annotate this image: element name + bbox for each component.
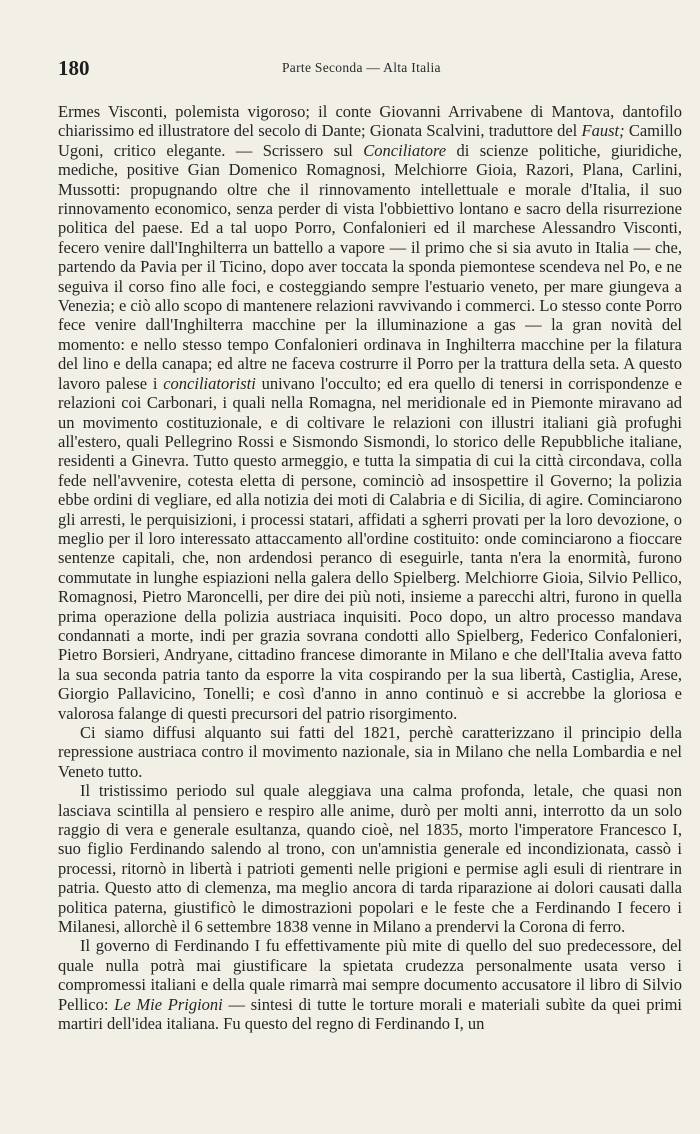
body-text xyxy=(58,102,682,1034)
text-run: Il governo di Ferdinando I fu effettivamente più mite di quello del suo predecessore, del quale nulla potrà mai giustificare la spietata crudezza personalmente usata verso i compromessi italiani e della quale rimarrà mai sempre documento accusatore il libro di Silvio Pellico: xyxy=(58,936,682,1014)
paragraph xyxy=(58,723,682,781)
text-run: Camillo Ugoni, critico elegante. — Scrissero sul xyxy=(58,121,682,160)
italic-run: conciliatoristi xyxy=(163,373,256,393)
page-header xyxy=(58,56,648,80)
text-run: di scienze politiche, giuridiche, mediche, positive Gian Domenico Romagnosi, Melchiorre Gioia, Razori, Plana, Carlini, Mussotti: propugnando oltre che il rinnovamento intellettuale e morale d'Italia, il suo rinnovamento economico, senza perder di vista l'obbiettivo lontano e sacro della risurrezione politica del paese. Ed a tal uopo Porro, Confalonieri ed il marchese Alessandro Visconti, fecero venire dall'Inghilterra un battello a vapore — il primo che si sia avuto in Italia — che, partendo da Pavia per il Ticino, dopo aver toccata la sponda piemontese scendeva nel Po, e ne seguiva il corso fino alle foci, e costeggiando sempre l'estuario veneto, per mare giungeva a Venezia; e ciò allo scopo di mantenere relazioni ravvivando i commerci. Lo stesso conte Porro fece venire dall'Inghilterra macchine per la illuminazione a gas — la gran novità del momento: e nello stesso tempo Confalonieri ordinava in Inghilterra macchine per la filatura del lino e della canapa; ed altre ne faceva costrurre il Porro per la trattura della seta. A questo lavoro palese i xyxy=(58,140,682,393)
text-run: Il tristissimo periodo sul quale aleggiava una calma profonda, letale, che quasi non lasciava scintilla al pensiero e respiro alle anime, durò per molti anni, interrotto da un solo raggio di vera e generale esultanza, quando cioè, nel 1835, morto l'imperatore Francesco I, suo figlio Ferdinando salendo al trono, con un'amnistia generale ed incondizionata, cassò i processi, ritornò in libertà i patrioti gementi nelle prigioni e permise agli esuli di rientrare in patria. Questo atto di clemenza, ma meglio ancora di tarda riparazione ai dolori causati dalla politica paterna, giustificò le dimostrazioni popolari e le feste che a Ferdinando I fecero i Milanesi, allorchè il 6 settembre 1838 venne in Milano a prendervi la Corona di ferro. xyxy=(58,781,682,937)
text-run: — sintesi di tutte le torture morali e materiali subìte da quei primi martiri dell'idea italiana. Fu questo del regno di Ferdinando I, un xyxy=(58,994,683,1034)
paragraph xyxy=(58,781,682,936)
italic-run: Le Mie Prigioni xyxy=(114,994,223,1014)
text-run: univano l'occulto; ed era quello di tenersi in corrispondenze e relazioni coi Carbonari, i quali nella Romagna, nel meridionale ed in Piemonte miravano ad un movimento costituzionale, e di coltivare le relazioni con illustri italiani già profughi all'estero, quali Pellegrino Rossi e Sismondo Sismondi, lo storico delle Repubbliche italiane, residenti a Ginevra. Tutto questo armeggio, e tutta la simpatia di cui la città circondava, colla fede nell'avvenire, cotesta eletta di persone, cominciò ad insospettire il Governo; la polizia ebbe ordini di vegliare, ed alla notizia dei moti di Calabria e di Sicilia, di agire. Cominciarono gli arresti, le perquisizioni, i processi statari, affidati a sgherri provati per la loro devozione, o meglio per il loro interessato attaccamento all'ordine costituito: onde cominciarono a fioccare sentenze capitali, che, non ardendosi peranco di eseguirle, tanta n'era la enormità, furono commutate in lunghe espiazioni nella galera dello Spielberg. Melchiorre Gioia, Silvio Pellico, Romagnosi, Pietro Maroncelli, per dire dei più noti, insieme a parecchi altri, furono in quella prima operazione della polizia austriaca inquisiti. Poco dopo, un altro processo mandava condannati a morte, indi per grazia sovrana condotti allo Spielberg, Federico Confalonieri, Pietro Borsieri, Andryane, cittadino francese dimorante in Milano e che dell'Italia aveva fatto la sua seconda patria tanto da esporre la vita cospirando per la sua libertà, Castiglia, Arese, Giorgio Pallavicino, Tonelli; e così d'anno in anno continuò e si accrebbe la gloriosa e valorosa falange di questi precursori del patrio risorgimento. xyxy=(58,373,682,723)
paragraph xyxy=(58,102,682,723)
running-title: Parte Seconda — Alta Italia xyxy=(282,60,441,75)
text-run: Ermes Visconti, polemista vigoroso; il conte Giovanni Arrivabene di Mantova, dantofilo chiarissimo ed illustratore del secolo di Dante; Gionata Scalvini, traduttore del xyxy=(58,102,682,141)
italic-run: Conciliatore xyxy=(363,140,447,160)
text-run: Ci siamo diffusi alquanto sui fatti del 1821, perchè caratterizzano il principio della repressione austriaca contro il movimento nazionale, sia in Milano che nella Lombardia e nel Veneto tutto. xyxy=(58,723,682,781)
paragraph xyxy=(58,936,682,1033)
italic-run: Faust; xyxy=(581,121,625,141)
page-number: 180 xyxy=(58,56,90,80)
